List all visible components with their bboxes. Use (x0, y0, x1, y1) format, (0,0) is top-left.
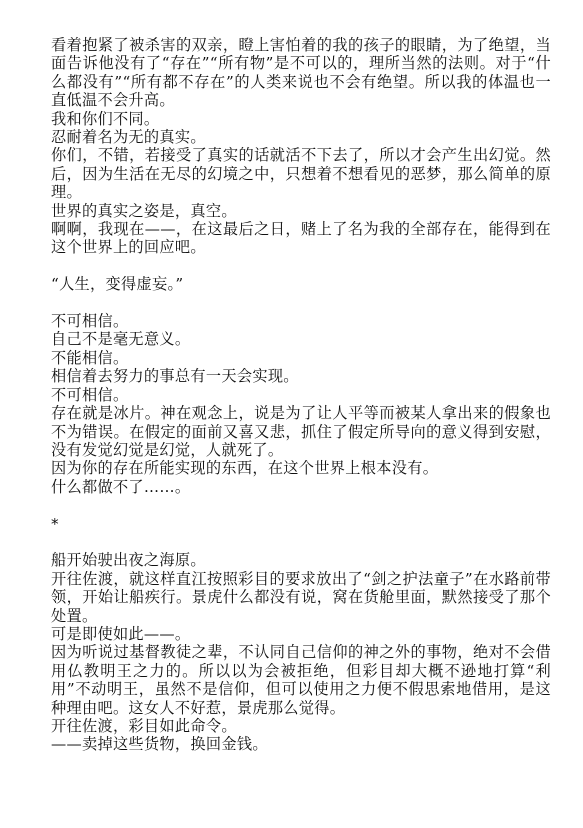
paragraph: 可是即使如此——。 (51, 624, 191, 643)
blank-line (51, 294, 551, 312)
blank-line (51, 496, 551, 514)
blank-line (51, 533, 551, 551)
paragraph: 因为你的存在所能实现的东西，在这个世界上根本没有。 (51, 459, 439, 478)
paragraph: 相信着去努力的事总有一天会实现。 (51, 367, 299, 386)
paragraph: 存在就是冰片。神在观念上，说是为了让人平等而被某人拿出来的假象也不为错误。在假定的面前又喜又悲，抓住了假定所导向的意义得到安慰，没有发觉幻觉是幻觉，人就死了。 (51, 404, 551, 459)
paragraph: 看着抱紧了被杀害的双亲，瞪上害怕着的我的孩子的眼睛，为了绝望，当面告诉他没有了“存在”“所有物”是不可以的，理所当然的法则。对于“什么都没有”“所有都不存在”的人类来说也不会有绝望。所以我的体温也一直低温不会升高。 (51, 36, 551, 110)
paragraph: 什么都做不了……。 (51, 477, 191, 496)
paragraph: 船开始驶出夜之海原。 (51, 551, 206, 570)
section-separator: * (51, 514, 59, 533)
paragraph: 忍耐着名为无的真实。 (51, 128, 206, 147)
paragraph: 不可相信。 (51, 312, 129, 331)
paragraph: 啊啊，我现在——，在这最后之日，赌上了名为我的全部存在，能得到在这个世界上的回应吧。 (51, 220, 551, 257)
blank-line (51, 257, 551, 275)
paragraph: 世界的真实之姿是，真空。 (51, 201, 237, 220)
paragraph: 我和你们不同。 (51, 109, 160, 128)
paragraph: ——卖掉这些货物，换回金钱。 (51, 735, 268, 754)
paragraph: 你们，不错，若接受了真实的话就活不下去了，所以才会产生出幻觉。然后，因为生活在无尽的幻境之中，只想着不想看见的恶梦，那么简单的原理。 (51, 146, 551, 202)
quote-line: “人生，变得虚妄。” (51, 275, 184, 294)
paragraph: 不能相信。 (51, 348, 129, 367)
paragraph: 不可相信。 (51, 385, 129, 404)
body-text (51, 36, 551, 754)
paragraph: 开往佐渡，就这样直江按照彩目的要求放出了“剑之护法童子”在水路前带领，开始让船疾行。景虎什么都没有说，窝在货舱里面，默然接受了那个处置。 (51, 569, 551, 625)
paragraph: 开往佐渡，彩目如此命令。 (51, 716, 237, 735)
paragraph: 自己不是毫无意义。 (51, 330, 191, 349)
paragraph: 因为听说过基督教徒之辈，不认同自己信仰的神之外的事物，绝对不会借用仏教明王之力的。所以以为会被拒绝，但彩目却大概不逊地打算“利用”不动明王，虽然不是信仰，但可以使用之力便不假思索地借用，是这种理由吧。这女人不好惹，景虎那么觉得。 (51, 643, 551, 717)
